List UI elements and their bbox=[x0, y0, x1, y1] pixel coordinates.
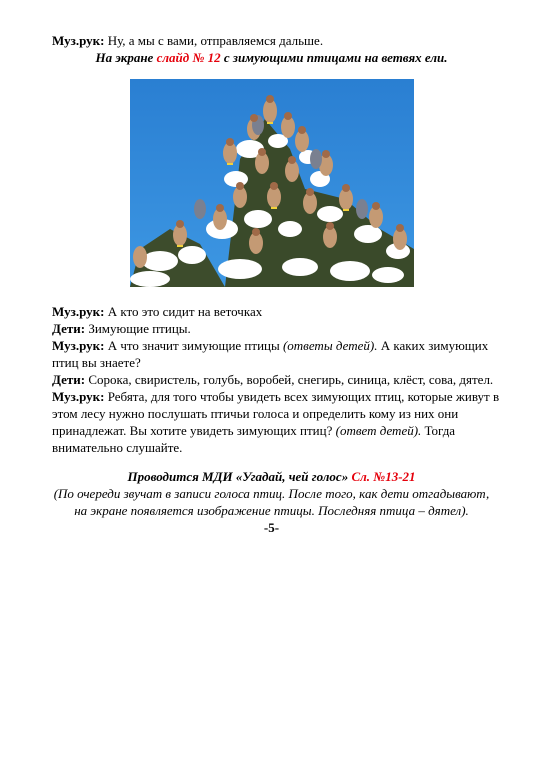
paragraph-text: Зимующие птицы. bbox=[85, 321, 191, 336]
paragraph-text: птиц вы знаете? bbox=[52, 355, 141, 370]
paragraph-children-answer bbox=[52, 320, 497, 337]
slide-note bbox=[20, 49, 523, 66]
speaker-label: Муз.рук: bbox=[52, 304, 105, 319]
slide-note-text-end: с зимующими птицами на ветвях ели. bbox=[220, 50, 448, 65]
game-title-text: Проводится МДИ «Угадай, чей голос» bbox=[127, 469, 349, 484]
speaker-label: Муз.рук: bbox=[52, 389, 105, 404]
game-note-text: (По очереди звучат в записи голоса птиц. После того, как дети отгадывают, bbox=[53, 486, 490, 501]
speaker-label: Муз.рук: bbox=[52, 338, 105, 353]
paragraph-question bbox=[52, 303, 497, 320]
speaker-label: Дети: bbox=[52, 321, 86, 336]
game-note-line1 bbox=[20, 485, 523, 502]
paragraph-what-means-line2 bbox=[52, 354, 497, 371]
paragraph-text: А кто это сидит на веточках bbox=[104, 304, 263, 319]
paragraph-text: Ну, а мы с вами, отправляемся дальше. bbox=[104, 33, 324, 48]
speaker-label: Дети: bbox=[52, 372, 86, 387]
paragraph-text: внимательно слушайте. bbox=[52, 440, 183, 455]
game-note-text: на экране появляется изображение птицы. Последняя птица – дятел). bbox=[74, 503, 469, 518]
speaker-label: Муз.рук: bbox=[52, 33, 105, 48]
game-note-line2 bbox=[20, 502, 523, 519]
italic-note: (ответ детей). bbox=[335, 423, 422, 438]
game-title bbox=[20, 468, 523, 485]
slide-number: слайд № 12 bbox=[156, 50, 221, 65]
paragraph-instruction-line3 bbox=[52, 422, 497, 439]
paragraph-text: Сорока, свиристель, голубь, воробей, снегирь, синица, клёст, сова, дятел. bbox=[85, 372, 494, 387]
paragraph-text: Ребята, для того чтобы увидеть всех зимующих птиц, которые живут в bbox=[104, 389, 500, 404]
winter-birds-image bbox=[130, 79, 414, 287]
paragraph-instruction-line2 bbox=[52, 405, 497, 422]
paragraph-text: А что значит зимующие птицы bbox=[104, 338, 283, 353]
italic-note: (ответы детей). bbox=[282, 338, 378, 353]
paragraph-text-end: А каких зимующих bbox=[377, 338, 489, 353]
paragraph-what-means bbox=[52, 337, 497, 354]
paragraph-text-end: Тогда bbox=[421, 423, 456, 438]
paragraph-instruction-line4 bbox=[52, 439, 497, 456]
game-slides: Сл. №13-21 bbox=[348, 469, 416, 484]
page-number: -5- bbox=[263, 520, 280, 535]
waxwings-photo bbox=[130, 79, 414, 287]
paragraph-text: принадлежат. Вы хотите увидеть зимующих птиц? bbox=[52, 423, 336, 438]
paragraph-intro bbox=[52, 32, 497, 49]
paragraph-instruction-line1 bbox=[52, 388, 500, 405]
slide-note-text: На экране bbox=[95, 50, 157, 65]
paragraph-text: этом лесу нужно послушать птичьи голоса и определить кому из них они bbox=[52, 406, 459, 421]
paragraph-children-list bbox=[52, 371, 497, 388]
